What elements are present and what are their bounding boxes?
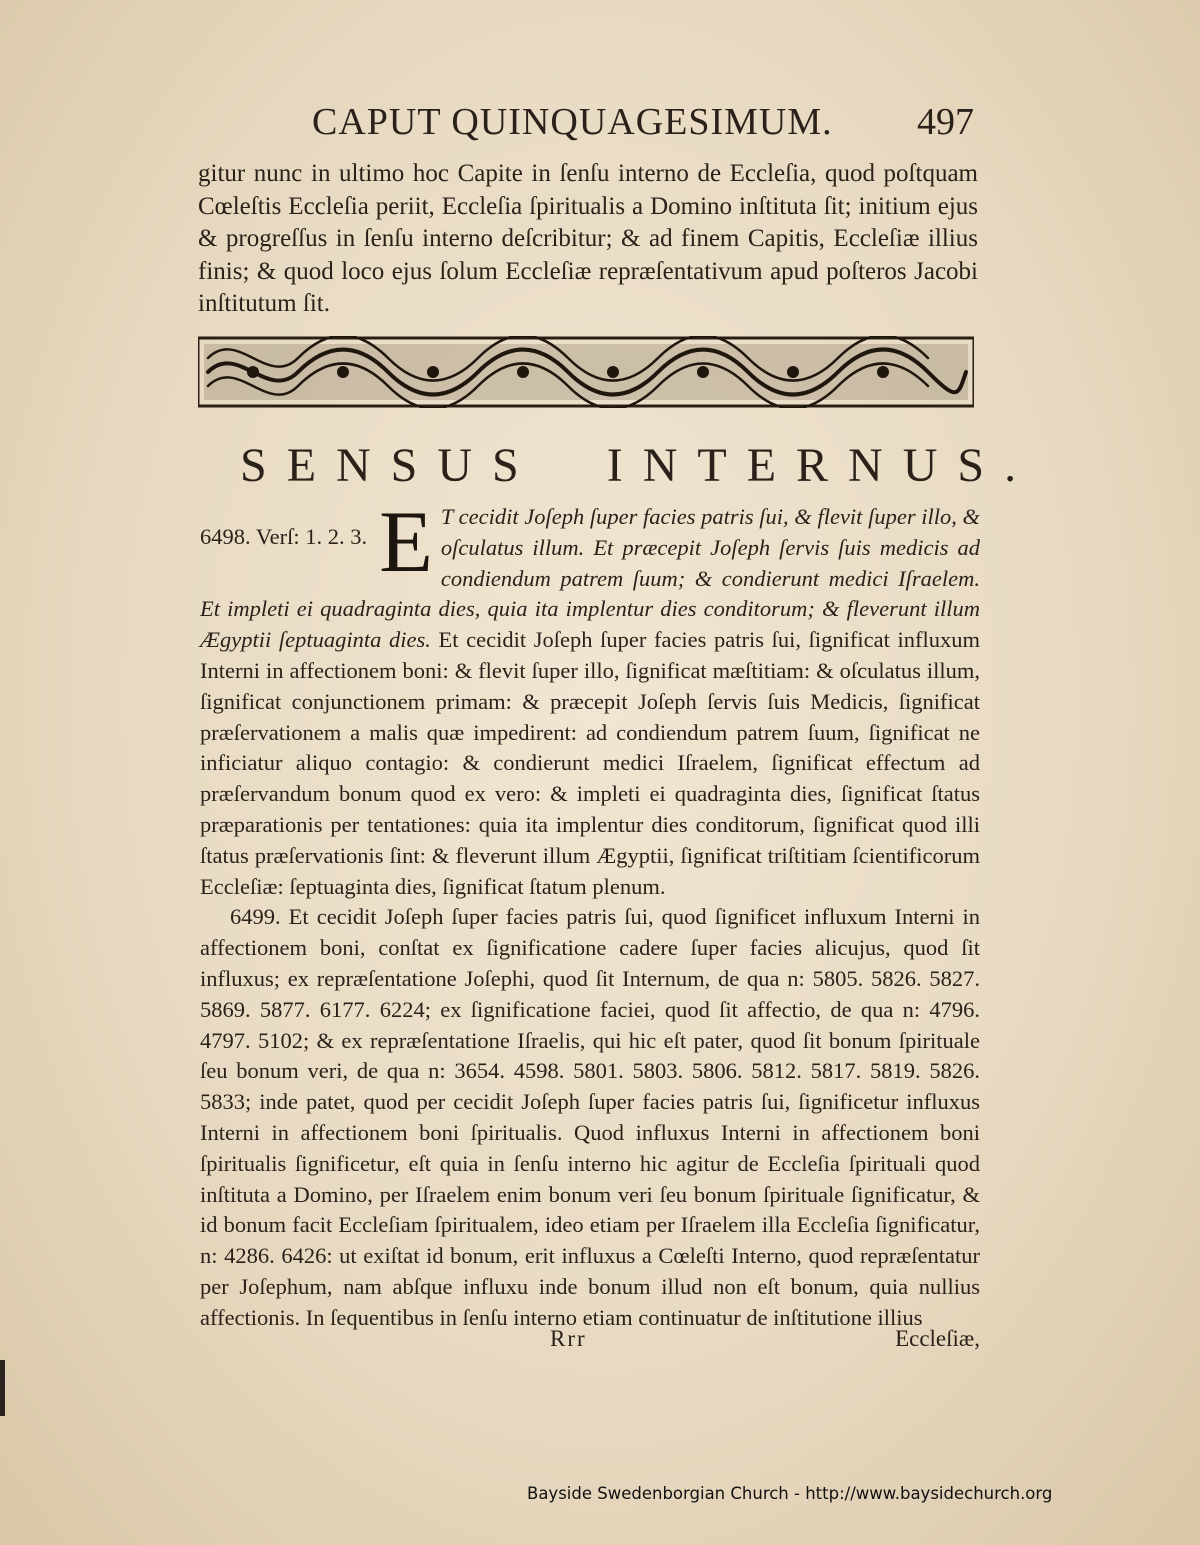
paragraph-6498	[200, 494, 981, 902]
source-watermark: Bayside Swedenborgian Church - http://www.baysidechurch.org	[527, 1484, 1053, 1503]
page-footer	[200, 1326, 980, 1362]
chapter-summary: gitur nunc in ultimo hoc Capite in ſenſu interno de Eccleſia, quod poſtquam Cœleſtis Eccleſia periit, Eccleſia ſpiritualis a Domino inſtituta ſit; initium ejus & progreſſus in ſenſu interno deſcribitur; & ad finem Capitis, Eccleſiæ illius finis; & quod loco ejus ſolum Eccleſiæ repræſentativum apud poſteros Jacobi inſtitutum ſit.	[198, 160, 978, 317]
page-number: 497	[917, 101, 974, 143]
body-text	[200, 494, 981, 1334]
paragraph-number: 6499.	[230, 904, 281, 930]
catchword: Eccleſiæ,	[895, 1326, 980, 1351]
page-edge-shadow	[0, 1360, 5, 1416]
verse-reference: 6498. Verſ: 1. 2. 3.	[200, 524, 368, 549]
running-title: CAPUT QUINQUAGESIMUM.	[312, 101, 833, 143]
section-title: SENSUS INTERNUS.	[240, 439, 1037, 492]
page-header	[200, 100, 980, 160]
paragraph-text: Et cecidit Joſeph ſuper facies patris ſui, quod ſignificet influxum Interni in affectionem boni, conſtat ex ſignificatione cadere ſuper facies alicujus, quod ſit influxus; ex repræſentatione Joſephi, quod ſit Internum, de qua n: 5805. 5826. 5827. 5869. 5877. 6177. 6224; ex ſignificatione faciei, quod ſit affectio, de qua n: 4796. 4797. 5102; & ex repræſentatione Iſraelis, qui hic eſt pater, quod ſit bonum ſpirituale ſeu bonum veri, de qua n: 3654. 4598. 5801. 5803. 5806. 5812. 5817. 5819. 5826. 5833; inde patet, quod per cecidit Joſeph ſuper facies patris ſui, ſignificetur influxus Interni in affectionem boni ſpiritualis. Quod influxus Interni in affectionem boni ſpiritualis ſignificetur, eſt quia in ſenſu interno hic agitur de Eccleſia ſpirituali quod inſtituta a Domino, per Iſraelem enim bonum veri ſeu bonum ſpirituale ſignificatur, & id bonum facit Eccleſiam ſpiritualem, ideo etiam per Iſraelem illa Eccleſia ſignificatur, n: 4286. 6426: ut exiſtat id bonum, erit influxus a Cœleſti Interno, quod repræſentatur per Joſephum, nam abſque influxu inde bonum illud non eſt bonum, quia nullius affectionis. In ſequentibus in ſenſu interno etiam continuatur de inſtitutione illius	[200, 904, 981, 1330]
drop-cap: E	[379, 494, 433, 591]
verse-text: T cecidit Joſeph ſuper facies patris ſui, & flevit ſuper illo, & oſculatus illum. Et præcepit Joſeph ſervis ſuis medicis ad condiendum patrem ſuum; & condierunt medici Iſraelem. Et impleti ei quadraginta dies, quia ita implentur dies conditorum; & fleverunt illum Ægyptii ſeptuaginta dies.	[200, 504, 980, 653]
verse-commentary: Et cecidit Joſeph ſuper facies patris ſui, ſignificat influxum Interni in affectionem boni: & flevit ſuper illo, ſignificat mæſtitiam: & oſculatus illum, ſignificat conjunctionem primam: & præcepit Joſeph ſervis ſuis Medicis, ſignificat præſervationem a malis quæ impedirent: ad condiendum patrem ſuum, ſignificat ne inficiatur aliquo contagio: & condierunt medici Iſraelem, ſignificat effectum ad præſervandum bonum quod ex vero: & impleti ei quadraginta dies, ſignificat ſtatus præparationis per tentationes: quia ita implentur dies conditorum, ſignificat quod illi ſtatus præſervationis ſint: & fleverunt illum Ægyptii, ſignificat triſtitiam ſcientificorum Eccleſiæ: ſeptuaginta dies, ſignificat ſtatum plenum.	[200, 627, 981, 899]
paragraph-6499	[200, 902, 980, 1333]
signature-mark: Rrr	[550, 1326, 587, 1351]
decorative-headpiece-icon	[198, 336, 974, 408]
